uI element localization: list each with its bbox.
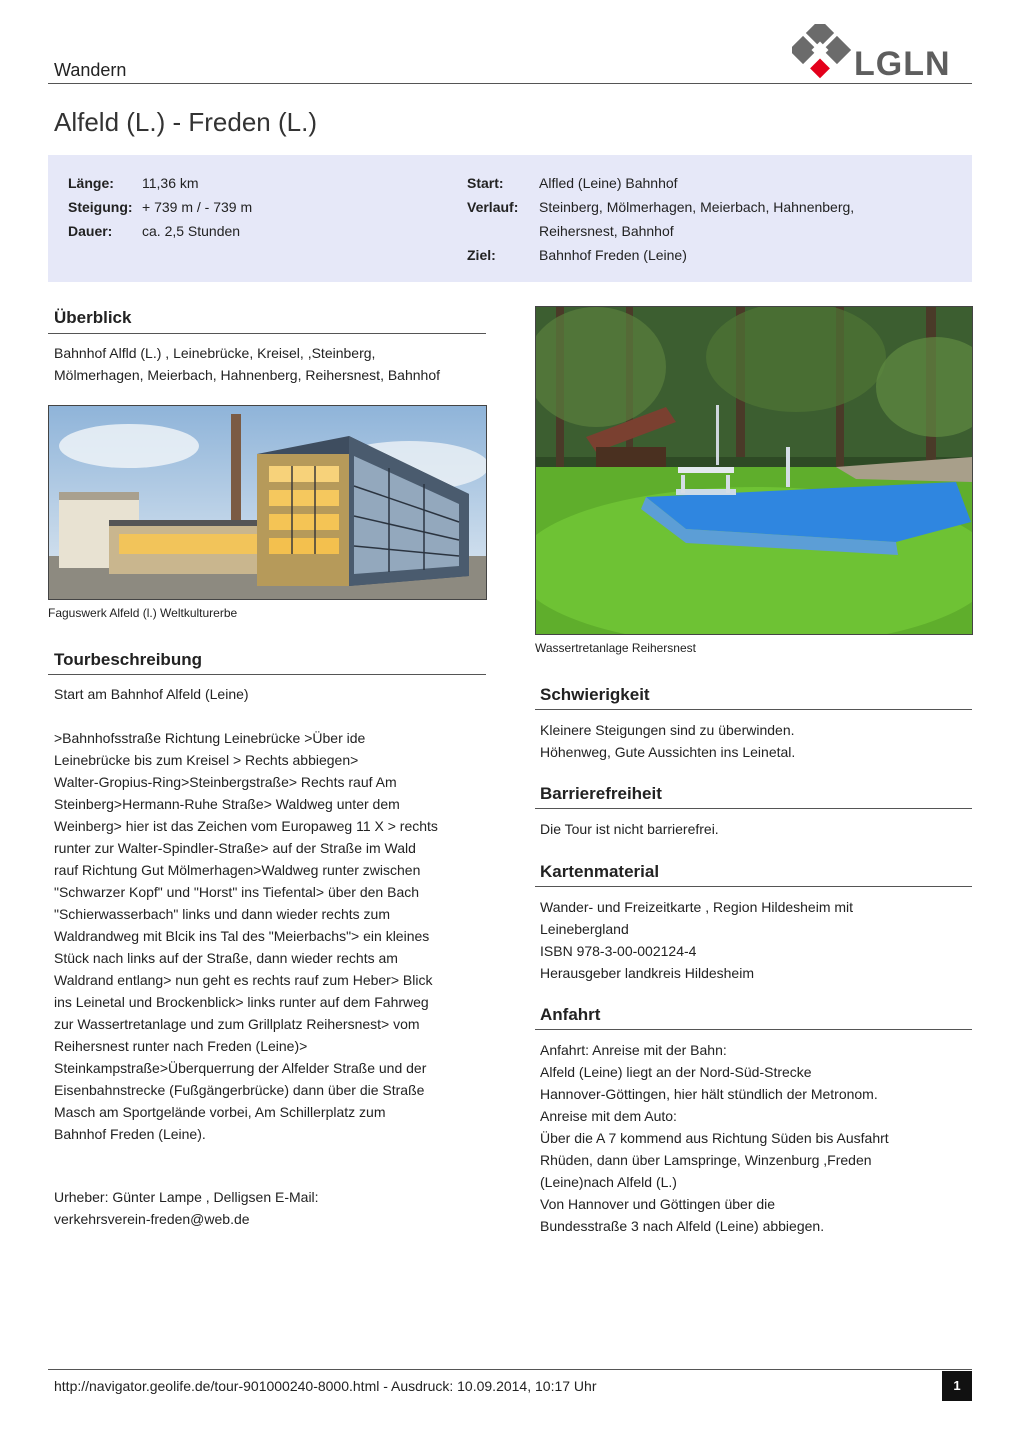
- tour-line: Walter-Gropius-Ring>Steinbergstraße> Rechts rauf Am: [54, 774, 397, 790]
- tourbeschreibung-rule: [48, 674, 486, 675]
- tour-line: Leinebrücke bis zum Kreisel > Rechts abbiegen>: [54, 752, 359, 768]
- tourbeschreibung-heading: Tourbeschreibung: [54, 650, 202, 669]
- tour-line: runter zur Walter-Spindler-Straße> auf der Straße im Wald: [54, 840, 416, 856]
- verlauf-value-line1: Steinberg, Mölmerhagen, Meierbach, Hahnenberg,: [539, 199, 855, 215]
- wassertretanlage-photo: [535, 306, 973, 635]
- faguswerk-illustration: [49, 406, 486, 599]
- footer-url[interactable]: http://navigator.geolife.de/tour-901000240-8000.html - Ausdruck: 10.09.2014, 10:17 Uhr: [54, 1378, 597, 1394]
- anfahrt-text: [540, 1039, 970, 1237]
- logo-text: LGLN: [854, 45, 951, 83]
- tour-line: Stück nach links auf der Straße, dann wieder rechts am: [54, 950, 398, 966]
- ueberblick-line2: Mölmerhagen, Meierbach, Hahnenberg, Reihersnest, Bahnhof: [54, 367, 441, 383]
- steigung-label: Steigung:: [68, 199, 133, 215]
- tour-description: [54, 727, 484, 1145]
- ueberblick-rule: [48, 333, 486, 334]
- anfahrt-line: Anfahrt: Anreise mit der Bahn:: [540, 1042, 727, 1058]
- laenge-value: 11,36 km: [142, 175, 199, 191]
- lgln-logo: [792, 24, 972, 82]
- anfahrt-line: Über die A 7 kommend aus Richtung Süden bis Ausfahrt: [540, 1130, 889, 1146]
- ueberblick-heading: Überblick: [54, 308, 132, 327]
- header-rule: [48, 83, 972, 84]
- schwierigkeit-line2: Höhenweg, Gute Aussichten ins Leinetal.: [540, 744, 796, 760]
- tour-line: Eisenbahnstrecke (Fußgängerbrücke) dann über die Straße: [54, 1082, 425, 1098]
- page-number: 1: [942, 1371, 972, 1401]
- schwierigkeit-rule: [535, 709, 972, 710]
- page-title: Alfeld (L.) - Freden (L.): [54, 107, 317, 137]
- tour-line: "Schierwasserbach" links und dann wieder rechts zum: [54, 906, 390, 922]
- tour-line: Reihersnest runter nach Freden (Leine)>: [54, 1038, 308, 1054]
- tour-line: "Schwarzer Kopf" und "Horst" ins Tiefental> über den Bach: [54, 884, 420, 900]
- section-label: Wandern: [54, 60, 127, 80]
- tour-line: Weinberg> hier ist das Zeichen vom Europaweg 11 X > rechts: [54, 818, 438, 834]
- tour-line: Waldrand entlang> nun geht es rechts rauf zum Heber> Blick: [54, 972, 433, 988]
- wassertretanlage-caption: Wassertretanlage Reihersnest: [535, 641, 696, 655]
- tour-line: zur Wassertretanlage und zum Grillplatz Reihersnest> vom: [54, 1016, 420, 1032]
- wassertretanlage-illustration: [536, 307, 972, 634]
- tour-line: Bahnhof Freden (Leine).: [54, 1126, 206, 1142]
- footer-rule: [48, 1369, 972, 1370]
- dauer-value: ca. 2,5 Stunden: [142, 223, 241, 239]
- tour-intro: Start am Bahnhof Alfeld (Leine): [54, 686, 249, 702]
- start-label: Start:: [467, 175, 504, 191]
- kartenmaterial-line: Wander- und Freizeitkarte , Region Hildesheim mit: [540, 899, 854, 915]
- anfahrt-line: Alfeld (Leine) liegt an der Nord-Süd-Strecke: [540, 1064, 812, 1080]
- verlauf-value-line2: Reihersnest, Bahnhof: [539, 223, 674, 239]
- urheber-email[interactable]: verkehrsverein-freden@web.de: [54, 1211, 250, 1227]
- faguswerk-photo: [48, 405, 487, 600]
- schwierigkeit-line1: Kleinere Steigungen sind zu überwinden.: [540, 722, 795, 738]
- tour-line: Masch am Sportgelände vorbei, Am Schillerplatz zum: [54, 1104, 386, 1120]
- kartenmaterial-list: [540, 896, 970, 984]
- anfahrt-heading: Anfahrt: [540, 1005, 601, 1024]
- anfahrt-line: Hannover-Göttingen, hier hält stündlich der Metronom.: [540, 1086, 878, 1102]
- urheber-line1: Urheber: Günter Lampe , Delligsen E-Mail:: [54, 1189, 319, 1205]
- barrierefreiheit-heading: Barrierefreiheit: [540, 784, 662, 803]
- ziel-label: Ziel:: [467, 247, 496, 263]
- tour-line: Steinberg>Hermann-Ruhe Straße> Waldweg unter dem: [54, 796, 400, 812]
- anfahrt-line: Rhüden, dann über Lamspringe, Winzenburg ,Freden: [540, 1152, 872, 1168]
- anfahrt-line: Anreise mit dem Auto:: [540, 1108, 677, 1124]
- ueberblick-line1: Bahnhof Alfld (L.) , Leinebrücke, Kreisel, ,Steinberg,: [54, 345, 376, 361]
- kartenmaterial-line: Leinebergland: [540, 921, 629, 937]
- tour-line: rauf Richtung Gut Mölmerhagen>Waldweg runter zwischen: [54, 862, 421, 878]
- anfahrt-line: (Leine)nach Alfeld (L.): [540, 1174, 677, 1190]
- kartenmaterial-heading: Kartenmaterial: [540, 862, 660, 881]
- anfahrt-line: Von Hannover und Göttingen über die: [540, 1196, 776, 1212]
- tour-line: ins Leinetal und Brockenblick> links runter auf dem Fahrweg: [54, 994, 429, 1010]
- kartenmaterial-line: ISBN 978-3-00-002124-4: [540, 943, 697, 959]
- tour-line: >Bahnhofsstraße Richtung Leinebrücke >Über ide: [54, 730, 366, 746]
- ziel-value: Bahnhof Freden (Leine): [539, 247, 687, 263]
- kartenmaterial-line: Herausgeber landkreis Hildesheim: [540, 965, 754, 981]
- start-value: Alfled (Leine) Bahnhof: [539, 175, 678, 191]
- faguswerk-caption: Faguswerk Alfeld (l.) Weltkulturerbe: [48, 606, 238, 620]
- schwierigkeit-heading: Schwierigkeit: [540, 685, 650, 704]
- tour-line: Steinkampstraße>Überquerrung der Alfelder Straße und der: [54, 1060, 427, 1076]
- dauer-label: Dauer:: [68, 223, 113, 239]
- anfahrt-line: Bundesstraße 3 nach Alfeld (Leine) abbiegen.: [540, 1218, 825, 1234]
- kartenmaterial-rule: [535, 886, 972, 887]
- anfahrt-rule: [535, 1029, 972, 1030]
- tour-info-box: [48, 155, 972, 282]
- barrierefreiheit-text: Die Tour ist nicht barrierefrei.: [540, 821, 719, 837]
- barrierefreiheit-rule: [535, 808, 972, 809]
- laenge-label: Länge:: [68, 175, 114, 191]
- tour-line: Waldrandweg mit Blcik ins Tal des "Meierbachs"> ein kleines: [54, 928, 430, 944]
- verlauf-label: Verlauf:: [467, 199, 519, 215]
- steigung-value: + 739 m / - 739 m: [142, 199, 253, 215]
